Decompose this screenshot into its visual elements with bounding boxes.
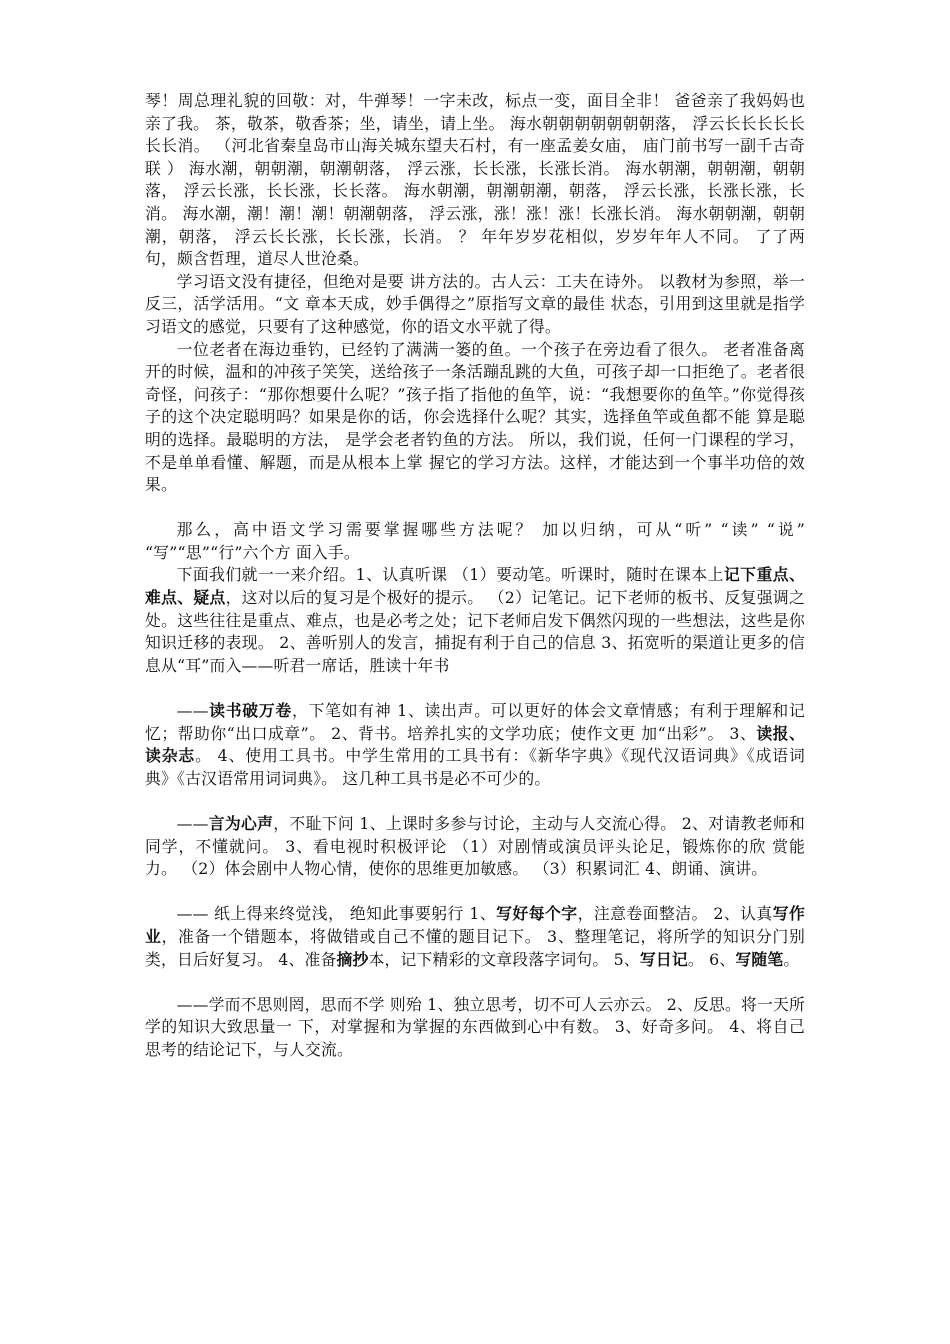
paragraph-method-intro: 学习语文没有捷径，但绝对是要 讲方法的。古人云：工夫在诗外。 以教材为参照，举一反三，活学活用。“文 章本天成，妙手偶得之”原指写文章的最佳 状态，引用到这里就是指学习语文的感觉，只要有了这种感觉，你的语文水平就了得。	[145, 271, 805, 336]
text: 。	[783, 949, 800, 969]
bold-text: 记下重点、难点、疑点	[145, 565, 805, 608]
text: ，准备一个错题本，将做错或自己不懂的题目记下。 3、整理笔记，将所学的知识分门别类，日后好复习。 4、准备	[145, 926, 805, 969]
bold-text: 摘抄	[336, 949, 369, 969]
text: 。 4、使用工具书。中学生常用的工具书有：《新华字典》《现代汉语词典》《成语词 典》《古汉语常用词词典》。 这几种工具书是必不可少的。	[145, 746, 805, 788]
text: ，下笔如有神 1、读出声。可以更好的体会文章情感；有利于理解和记忆；帮助你“出口成章”。 2、背书。培养扎实的文学功底；使作文更 加“出彩”。 3、	[145, 701, 805, 743]
text: 。 6、	[687, 949, 736, 969]
text: 本，记下精彩的文章段落字词句。 5、	[368, 949, 640, 969]
bold-text: 读报、读杂志	[145, 723, 805, 766]
bold-text: 读书破万卷	[208, 701, 292, 721]
bold-text: 写日记	[639, 949, 688, 969]
text: 下面我们就一一来介绍。1、认真听课 （1）要动笔。听课时，随时在课本上	[176, 565, 724, 585]
bold-text: 言为心声	[208, 814, 274, 833]
text: ——	[176, 701, 209, 721]
paragraph-fishing-story: 一位老者在海边垂钓，已经钓了满满一篓的鱼。一个孩子在旁边看了很久。 老者准备离开的时候，温和的冲孩子笑笑，送给孩子一条活蹦乱跳的大鱼，可孩子却一口拒绝了。老者很奇怪，问孩子：“那你想要什么呢？”孩子指了指他的鱼竿，说：“我想要你的鱼竿。”你觉得孩子的这个决定聪明吗？如果是你的话，你会选择什么呢？其实，选择鱼竿或鱼都不能 算是聪明的选择。最聪明的方法， 是学会老者钓鱼的方法。 所以，我们说，任何一门课程的学习，不是单单看懂、解题，而是从根本上掌 握它的学习方法。这样，才能达到一个事半功倍的效果。	[145, 339, 805, 495]
bold-text: 写作业	[145, 904, 805, 946]
paragraph-couplets: 琴！周总理礼貌的回敬：对，牛弹琴！一字未改，标点一变，面目全非！ 爸爸亲了我妈妈也亲了我。 茶，敬茶，敬香茶；坐，请坐，请上坐。 海水朝朝朝朝朝朝朝落， 浮云长长长长长长长消。 （河北省秦皇岛市山海关城东望夫石村，有一座孟姜女庙， 庙门前书写一副千古奇联 ） 海水潮，朝朝潮，朝潮朝落， 浮云涨，长长涨，长涨长消。 海水朝潮，朝朝潮，朝朝落， 浮云长涨，长长涨，长长落。 海水朝潮，朝潮朝潮，朝落， 浮云长涨，长涨长涨，长消。 海水潮，潮！潮！潮！朝潮朝落， 浮云涨，涨！涨！涨！长涨长消。 海水朝朝潮，朝朝潮，朝落， 浮云长长涨，长长涨，长消。 ？ 年年岁岁花相似，岁岁年年人不同。 了了两句，颇含哲理，道尽人世沧桑。	[145, 91, 805, 269]
text: ，注意卷面整洁。 2、认真	[577, 904, 773, 924]
paragraph-think: ——学而不思则罔，思而不学 则殆 1、独立思考，切不可人云亦云。 2、反思。将一天所学的知识大致思量一 下，对掌握和为掌握的东西做到心中有数。 3、好奇多问。 4、将自己思考的结论记下，与人交流。	[145, 994, 805, 1059]
text: ——	[176, 814, 209, 833]
paragraph-speak	[145, 813, 805, 881]
text: ，不耻下问 1、上课时多参与讨论，主动与人交流心得。 2、对请教老师和同学，不懂就问。 3、看电视时积极评论 （1）对剧情或演员评头论足，锻炼你的欣 赏能力。 （2）体会剧中人物心情，使你的思维更加敏感。 （3）积累词汇 4、朗诵、演讲。	[145, 814, 805, 879]
document-page	[145, 90, 805, 1062]
text: ，这对以后的复习是个极好的提示。 （2）记笔记。记下老师的板书、反复强调之处。这些往往是重点、难点，也是必考之处；记下老师启发下偶然闪现的一些想法，这些是你知识迁移的表现。 2、善听别人的发言，捕捉有利于自己的信息 3、拓宽听的渠道让更多的信息从“耳”而入——听君一席话，胜读十年书	[145, 588, 805, 675]
paragraph-six-aspects: 那么，高中语文学习需要掌握哪些方法呢？ 加以归纳，可从“听” “读” “说” “写”“思”“行”六个方 面入手。	[145, 520, 805, 562]
bold-text: 写好每个字	[496, 904, 578, 924]
paragraph-listen	[145, 564, 805, 677]
paragraph-read	[145, 700, 805, 790]
paragraph-write	[145, 903, 805, 971]
text: —— 纸上得来终觉浅， 绝知此事要躬行 1、	[176, 904, 497, 924]
bold-text: 写随笔	[735, 949, 784, 969]
